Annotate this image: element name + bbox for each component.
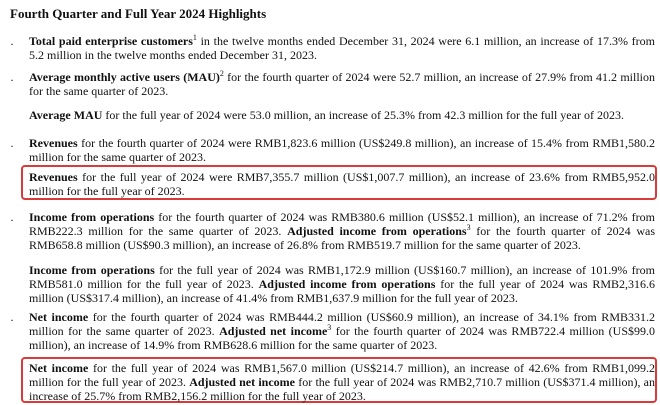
- item-text: for the full year of 2024 were 53.0 million, an increase of 25.3% from 42.3 million for the full year of 2023.: [102, 108, 624, 122]
- item-label: Average monthly active users (MAU): [29, 70, 220, 84]
- item-text: for the full year of 2024 were RMB7,355.7 million (US$1,007.7 million), an increase of 23.6% from RMB5,952.0 million for the full year of 2023.: [29, 170, 655, 198]
- item-text-2: for the fourth quarter of 2024 was RMB722.4 million (US$99.0 million), an increase of 14.9% from RMB628.6 million for the same quarter of 2023.: [29, 324, 656, 352]
- item-label: Income from operations: [29, 210, 155, 224]
- item-label: Average MAU: [29, 108, 103, 122]
- item-label: Revenues: [29, 136, 78, 150]
- footnote-marker: 3: [327, 323, 332, 332]
- item-label: Total paid enterprise customers: [29, 34, 193, 48]
- item-label: Net income: [29, 310, 89, 324]
- highlight-revenues-q4: [29, 136, 655, 164]
- highlight-mau-fy: [29, 108, 655, 122]
- highlight-paid-customers: [29, 34, 655, 62]
- item-text-2: for the fourth quarter of 2024 was RMB658.8 million (US$90.3 million), an increase of 26.8% from RMB519.7 million for the same quarter of 2023.: [29, 224, 655, 252]
- item-label-2: Adjusted income from operations: [258, 277, 436, 291]
- item-text: for the full year of 2024 was RMB1,567.0 million (US$214.7 million), an increase of 42.6% from RMB1,099.2 million for the full year of 2023.: [29, 361, 655, 389]
- item-text: in the twelve months ended December 31, 2024 were 6.1 million, an increase of 17.3% from 5.2 million in the twelve months ended December 31, 2023.: [29, 34, 655, 62]
- highlight-mau-q4: [29, 70, 655, 98]
- section-title: Fourth Quarter and Full Year 2024 Highlights: [10, 6, 267, 21]
- item-text-2: for the full year of 2024 was RMB2,316.6 million (US$317.4 million), an increase of 41.4% from RMB1,637.9 million for the full year of 2023.: [29, 277, 655, 305]
- item-text-2: for the full year of 2024 was RMB2,710.7 million (US$371.4 million), an increase of 25.7% from RMB2,156.2 million for the full year of 2023.: [29, 375, 655, 403]
- highlight-net-income-q4: [29, 310, 655, 352]
- bullet-icon: ·: [10, 73, 14, 87]
- item-label: Revenues: [29, 170, 78, 184]
- bullet-icon: ·: [10, 37, 14, 51]
- footnote-marker: 2: [219, 69, 224, 78]
- bullet-icon: ·: [10, 313, 14, 327]
- item-label-2: Adjusted income from operations: [287, 224, 467, 238]
- highlight-income-ops-q4: [29, 210, 655, 252]
- highlight-income-ops-fy: [29, 263, 655, 305]
- item-text: for the full year of 2024 was RMB1,172.9 million (US$160.7 million), an increase of 101.9% from RMB581.0 million for the full year of 2023.: [29, 263, 656, 291]
- bullet-icon: ·: [10, 139, 14, 153]
- footnote-marker: 1: [192, 33, 197, 42]
- item-label-2: Adjusted net income: [189, 375, 295, 389]
- bullet-icon: ·: [10, 213, 14, 227]
- item-text: for the fourth quarter of 2024 were 52.7 million, an increase of 27.9% from 41.2 million for the same quarter of 2023.: [29, 70, 655, 98]
- item-label-2: Adjusted net income: [219, 324, 328, 338]
- item-text: for the fourth quarter of 2024 were RMB1,823.6 million (US$249.8 million), an increase of 15.4% from RMB1,580.2 million for the same quarter of 2023.: [29, 136, 655, 164]
- highlight-net-income-fy: [29, 361, 655, 403]
- item-text: for the fourth quarter of 2024 was RMB380.6 million (US$52.1 million), an increase of 71.2% from RMB222.3 million for the same quarter of 2023.: [29, 210, 655, 238]
- item-label: Net income: [29, 361, 89, 375]
- highlight-revenues-fy: [29, 170, 655, 198]
- item-label: Income from operations: [29, 263, 155, 277]
- item-text: for the fourth quarter of 2024 was RMB444.2 million (US$60.9 million), an increase of 34.1% from RMB331.2 million for the same quarter of 2023.: [29, 310, 655, 338]
- footnote-marker: 3: [466, 223, 471, 232]
